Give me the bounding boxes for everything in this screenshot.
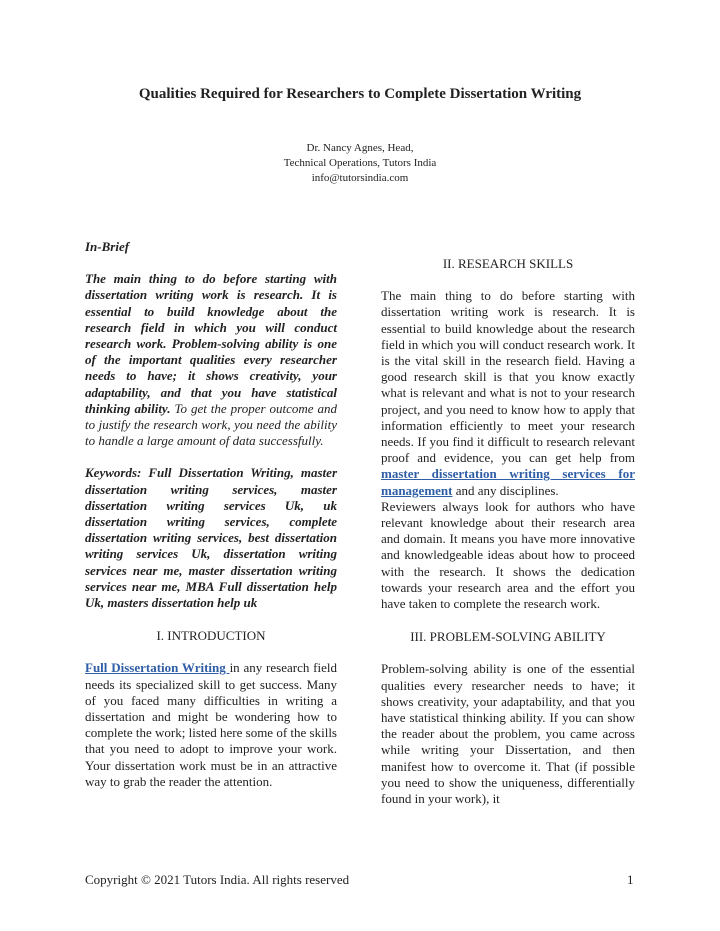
research-body-after: and any disciplines.: [452, 482, 559, 498]
research-text-2: Reviewers always look for authors who have relevant knowledge about their research area and domain. It means you have more innovative and knowledgeable ideas about how to proceed with the research. It shows the dedication towards your research area and the effort you have taken to complete the research work.: [381, 498, 635, 612]
section-heading-introduction: I. INTRODUCTION: [156, 628, 266, 644]
left-column: [85, 239, 337, 790]
author-affiliation: Technical Operations, Tutors India: [283, 157, 437, 169]
brief-bold-text: The main thing to do before starting with dissertation writing work is research. It is essential to build knowledge about the research field in which you will conduct research work. Problem-solving ability is one of the important qualities every researcher needs to have; it shows creativity, your adaptability, and that you have statistical thinking ability.: [85, 271, 337, 416]
full-dissertation-writing-link[interactable]: Full Dissertation Writing: [85, 660, 230, 676]
footer-copyright: Copyright © 2021 Tutors India. All rights reserved: [85, 872, 350, 887]
introduction-text: [85, 660, 337, 790]
research-body-before: The main thing to do before starting with dissertation writing work is research. It is essential to build knowledge about the research field in which you will conduct research work. It is the vital skill in the research field. Having a good research skill is that you know exactly what is relevant and what is not to your research project, and you need to know how to apply that information efficiently to meet your research needs. If you find it difficult to research relevant proof and evidence, you can get help from: [381, 288, 635, 466]
brief-normal-text: To get the proper outcome and to justify the research work, you need the ability to handle a large amount of data successfully.: [85, 400, 338, 449]
right-column: [381, 256, 635, 807]
section-heading-problem-solving: III. PROBLEM-SOLVING ABILITY: [410, 629, 606, 645]
paper-title: Qualities Required for Researchers to Complete Dissertation Writing: [138, 86, 582, 102]
brief-heading: In-Brief: [85, 239, 130, 254]
author-email: info@tutorsindia.com: [311, 172, 409, 184]
problem-solving-text: Problem-solving ability is one of the essential qualities every researcher needs to have; it shows creativity, your adaptability, and that you have statistical thinking ability. If you can show the reader about the problem, you came across while writing your Dissertation, and then manifest how to overcome it. That (if possible you need to show the uniqueness, differentially found in your work), it: [381, 661, 635, 807]
page-number: 1: [627, 872, 634, 887]
keywords: Keywords: Full Dissertation Writing, master dissertation writing services, master dissertation writing services Uk, uk dissertation writing services, complete dissertation writing services, best dissertation writing services Uk, dissertation writing services near me, master dissertation writing services near me, MBA Full dissertation help Uk, masters dissertation help uk: [85, 465, 337, 611]
author-name: Dr. Nancy Agnes, Head,: [306, 142, 414, 154]
master-dissertation-services-link[interactable]: master dissertation writing services for management: [381, 466, 635, 498]
introduction-body: in any research field needs its specialized skill to get success. Many of you faced many difficulties in writing a dissertation and might be wondering how to complete the work; listed here some of the skills that you need to adopt to improve your work. Your dissertation work must be in an attractive way to grab the reader the attention.: [85, 660, 337, 789]
section-heading-research-skills: II. RESEARCH SKILLS: [442, 256, 574, 271]
brief-text: [85, 271, 337, 449]
author-block: [0, 141, 720, 186]
research-text: [381, 288, 635, 499]
